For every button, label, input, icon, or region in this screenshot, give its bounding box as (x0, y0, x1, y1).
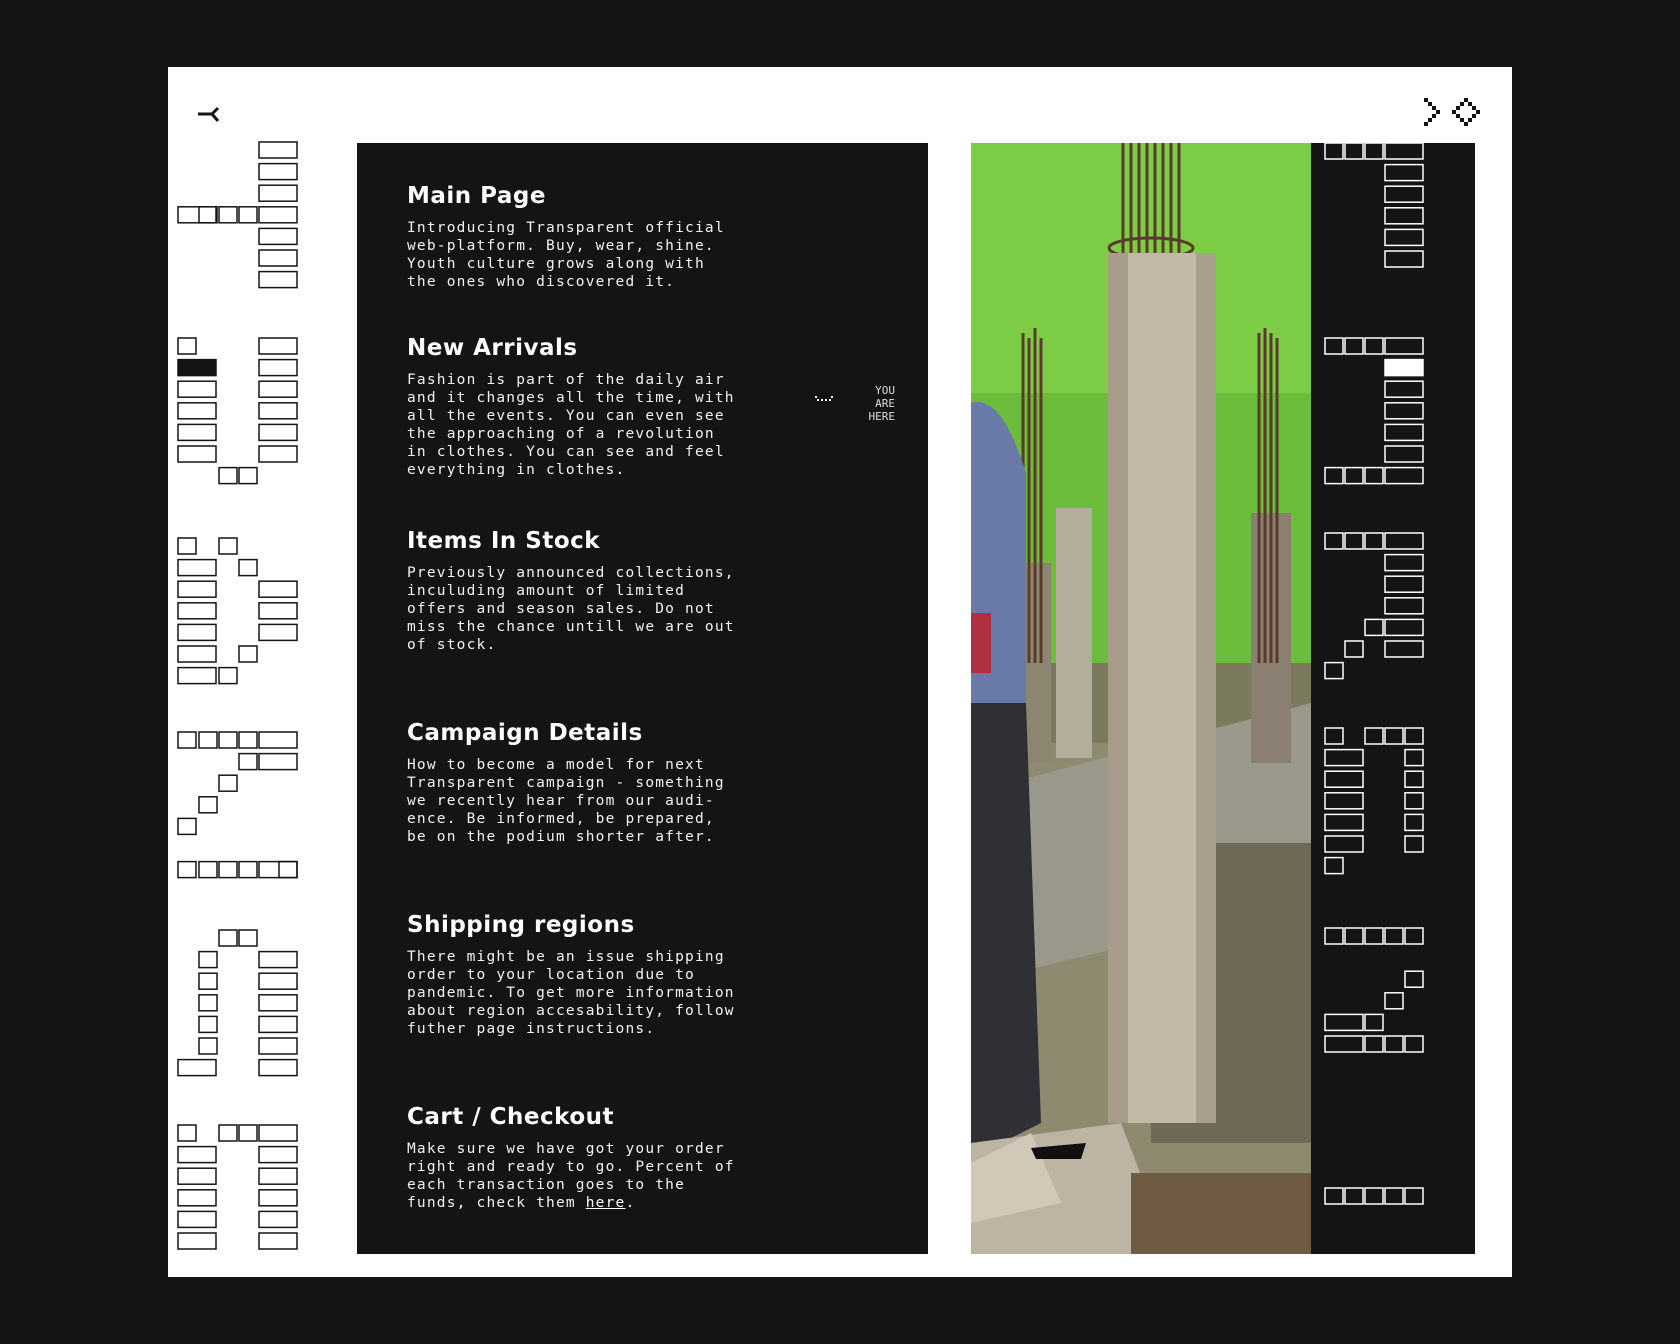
nav-block (178, 1168, 216, 1184)
menu-item-items-in-stock[interactable] (407, 528, 767, 654)
strip-block (1365, 468, 1383, 484)
nav-block (178, 1147, 216, 1163)
nav-block (259, 624, 297, 640)
strip-block (1325, 858, 1343, 874)
nav-block (259, 424, 297, 440)
nav-block (259, 1038, 297, 1054)
strip-block (1385, 143, 1423, 159)
nav-block (259, 603, 297, 619)
nav-block (259, 1125, 297, 1141)
nav-block (199, 995, 217, 1011)
right-block-strip (1311, 143, 1475, 1254)
nav-block (259, 1233, 297, 1249)
nav-block (219, 732, 237, 748)
nav-block (178, 538, 196, 554)
nav-block (178, 381, 216, 397)
strip-block (1405, 771, 1423, 787)
nav-block (178, 646, 216, 662)
nav-block (259, 973, 297, 989)
nav-block (239, 930, 257, 946)
strip-block (1385, 381, 1423, 397)
strip-block (1325, 793, 1363, 809)
nav-block (259, 228, 297, 244)
nav-block (259, 250, 297, 266)
strip-block (1385, 555, 1423, 571)
nav-block (199, 1038, 217, 1054)
menu-item-description: How to become a model for next Transparent campaign - something we recently hear from our audi- ence. Be informed, be prepared, be on the podium shorter after. (407, 757, 725, 845)
nav-block (178, 207, 216, 223)
nav-block (219, 862, 237, 878)
nav-block (259, 1168, 297, 1184)
strip-block (1385, 229, 1423, 245)
nav-block (259, 1016, 297, 1032)
strip-block (1365, 619, 1383, 635)
nav-block (239, 862, 257, 878)
nav-block (199, 207, 217, 223)
strip-block (1385, 468, 1423, 484)
menu-item-title (407, 528, 767, 554)
nav-block (259, 581, 297, 597)
are-label: ARE (875, 397, 895, 410)
here-label: HERE (868, 410, 895, 423)
active-strip-block (1385, 360, 1423, 376)
nav-block (219, 538, 237, 554)
nav-block (178, 403, 216, 419)
nav-block (199, 732, 217, 748)
strip-block (1325, 338, 1343, 354)
nav-block (219, 468, 237, 484)
strip-block (1325, 836, 1363, 852)
nav-block (178, 624, 216, 640)
strip-block (1385, 251, 1423, 267)
nav-block (178, 1233, 216, 1249)
strip-block (1325, 814, 1363, 830)
strip-block (1325, 771, 1363, 787)
main-page-link[interactable]: Main Page (407, 183, 546, 209)
nav-block (178, 818, 196, 834)
strip-block (1385, 928, 1403, 944)
nav-block (239, 468, 257, 484)
menu-item-description: There might be an issue shipping order to your location due to pandemic. To get more information about region accesability, follow futher page instructions. (407, 949, 735, 1037)
nav-block (178, 668, 216, 684)
nav-block (259, 952, 297, 968)
strip-block (1385, 533, 1423, 549)
nav-block (239, 560, 257, 576)
menu-panel (357, 143, 928, 1254)
strip-block (1365, 533, 1383, 549)
nav-block (259, 338, 297, 354)
nav-block (259, 754, 297, 770)
strip-block (1325, 928, 1343, 944)
strip-block (1345, 928, 1363, 944)
nav-block (219, 930, 237, 946)
strip-block (1365, 338, 1383, 354)
nav-block (259, 164, 297, 180)
funds-link[interactable]: here (585, 1195, 626, 1211)
menu-item-title (407, 1104, 767, 1130)
nav-block (259, 1060, 297, 1076)
strip-block (1385, 576, 1423, 592)
nav-block (178, 338, 196, 354)
new-arrivals-link[interactable]: New Arrivals (407, 335, 578, 361)
nav-block (199, 797, 217, 813)
nav-block (178, 424, 216, 440)
strip-block (1385, 598, 1423, 614)
menu-item-new-arrivals[interactable] (407, 335, 767, 479)
nav-block (239, 1125, 257, 1141)
left-block-navigation (170, 140, 320, 1260)
strip-block (1365, 728, 1383, 744)
strip-block (1325, 1188, 1343, 1204)
strip-block (1405, 750, 1423, 766)
nav-block (259, 446, 297, 462)
strip-block (1345, 1188, 1363, 1204)
nav-block (259, 862, 297, 878)
nav-block (239, 754, 257, 770)
strip-block (1385, 1188, 1403, 1204)
strip-block (1325, 533, 1343, 549)
strip-block (1325, 143, 1343, 159)
menu-item-campaign-details[interactable] (407, 720, 767, 846)
nav-block (259, 272, 297, 288)
items-in-stock-link[interactable]: Items In Stock (407, 528, 601, 554)
strip-block (1325, 728, 1343, 744)
you-are-here-marker (815, 384, 895, 424)
menu-item-description: Make sure we have got your order right and ready to go. Percent of each transaction goes to the funds, check them here. (407, 1141, 735, 1211)
strip-block (1385, 728, 1403, 744)
strip-block (1325, 750, 1363, 766)
menu-item-title (407, 183, 767, 209)
nav-block (178, 1125, 196, 1141)
nav-block (259, 360, 297, 376)
strip-block (1385, 1036, 1403, 1052)
nav-block (178, 560, 216, 576)
nav-block (259, 1190, 297, 1206)
strip-block (1365, 1188, 1383, 1204)
nav-block (219, 207, 237, 223)
nav-block (178, 603, 216, 619)
nav-block (259, 732, 297, 748)
strip-block (1385, 186, 1423, 202)
nav-block (259, 381, 297, 397)
strip-block (1325, 1014, 1363, 1030)
strip-block (1405, 728, 1423, 744)
nav-block (219, 1125, 237, 1141)
nav-block (199, 862, 217, 878)
strip-block (1405, 836, 1423, 852)
menu-item-main-page[interactable] (407, 183, 767, 291)
nav-block (178, 1211, 216, 1227)
strip-block (1365, 1036, 1383, 1052)
strip-block (1345, 338, 1363, 354)
nav-block (178, 732, 196, 748)
strip-block (1385, 446, 1423, 462)
strip-block (1405, 971, 1423, 987)
strip-block (1345, 533, 1363, 549)
strip-block (1385, 993, 1403, 1009)
nav-block (199, 1016, 217, 1032)
strip-block (1405, 814, 1423, 830)
nav-block (259, 185, 297, 201)
nav-block (219, 775, 237, 791)
menu-item-shipping-regions[interactable] (407, 912, 767, 1038)
strip-block (1385, 424, 1423, 440)
dots-arrow-icon (815, 396, 833, 404)
shipping-regions-link[interactable]: Shipping regions (407, 912, 635, 938)
nav-block (259, 1147, 297, 1163)
strip-block (1405, 928, 1423, 944)
nav-block (178, 862, 196, 878)
nav-block (259, 403, 297, 419)
active-nav-block (178, 360, 216, 376)
nav-block (259, 1211, 297, 1227)
strip-block (1385, 208, 1423, 224)
nav-block (178, 1060, 216, 1076)
strip-block (1345, 143, 1363, 159)
arrow-diamond-icon[interactable] (1420, 96, 1482, 130)
strip-block (1385, 338, 1423, 354)
strip-block (1325, 468, 1343, 484)
strip-block (1365, 1014, 1383, 1030)
nav-block (279, 862, 297, 878)
strip-block (1385, 165, 1423, 181)
arrow-fork-icon[interactable] (196, 104, 220, 124)
strip-block (1405, 1188, 1423, 1204)
nav-block (219, 668, 237, 684)
cart-checkout-link[interactable]: Cart / Checkout (407, 1104, 614, 1130)
strip-block (1365, 928, 1383, 944)
strip-block (1345, 641, 1363, 657)
strip-block (1405, 1036, 1423, 1052)
menu-item-title (407, 912, 767, 938)
menu-item-title (407, 720, 767, 746)
nav-block (239, 646, 257, 662)
nav-block (199, 952, 217, 968)
menu-item-title (407, 335, 767, 361)
strip-block (1385, 619, 1423, 635)
nav-block (178, 1190, 216, 1206)
nav-block (239, 207, 257, 223)
strip-block (1365, 143, 1383, 159)
menu-item-cart-checkout[interactable] (407, 1104, 767, 1212)
menu-item-description: Previously announced collections, inculuding amount of limited offers and season sales. Do not miss the chance untill we are out of stock. (407, 565, 735, 653)
nav-block (259, 995, 297, 1011)
campaign-photo (971, 143, 1311, 1254)
strip-block (1385, 641, 1423, 657)
strip-block (1345, 468, 1363, 484)
menu-item-description: Introducing Transparent official web-platform. Buy, wear, shine. Youth culture grows along with the ones who discovered it. (407, 220, 725, 290)
strip-block (1325, 1036, 1363, 1052)
nav-block (199, 973, 217, 989)
campaign-details-link[interactable]: Campaign Details (407, 720, 643, 746)
nav-block (178, 446, 216, 462)
strip-block (1385, 403, 1423, 419)
nav-block (239, 732, 257, 748)
nav-block (178, 581, 216, 597)
nav-block (259, 207, 297, 223)
menu-item-description: Fashion is part of the daily air and it changes all the time, with all the events. You can even see the approaching of a revolution in clothes. You can see and feel everything in clothes. (407, 372, 735, 478)
strip-block (1405, 793, 1423, 809)
you-label: YOU (875, 384, 895, 397)
nav-block (259, 142, 297, 158)
strip-block (1325, 663, 1343, 679)
